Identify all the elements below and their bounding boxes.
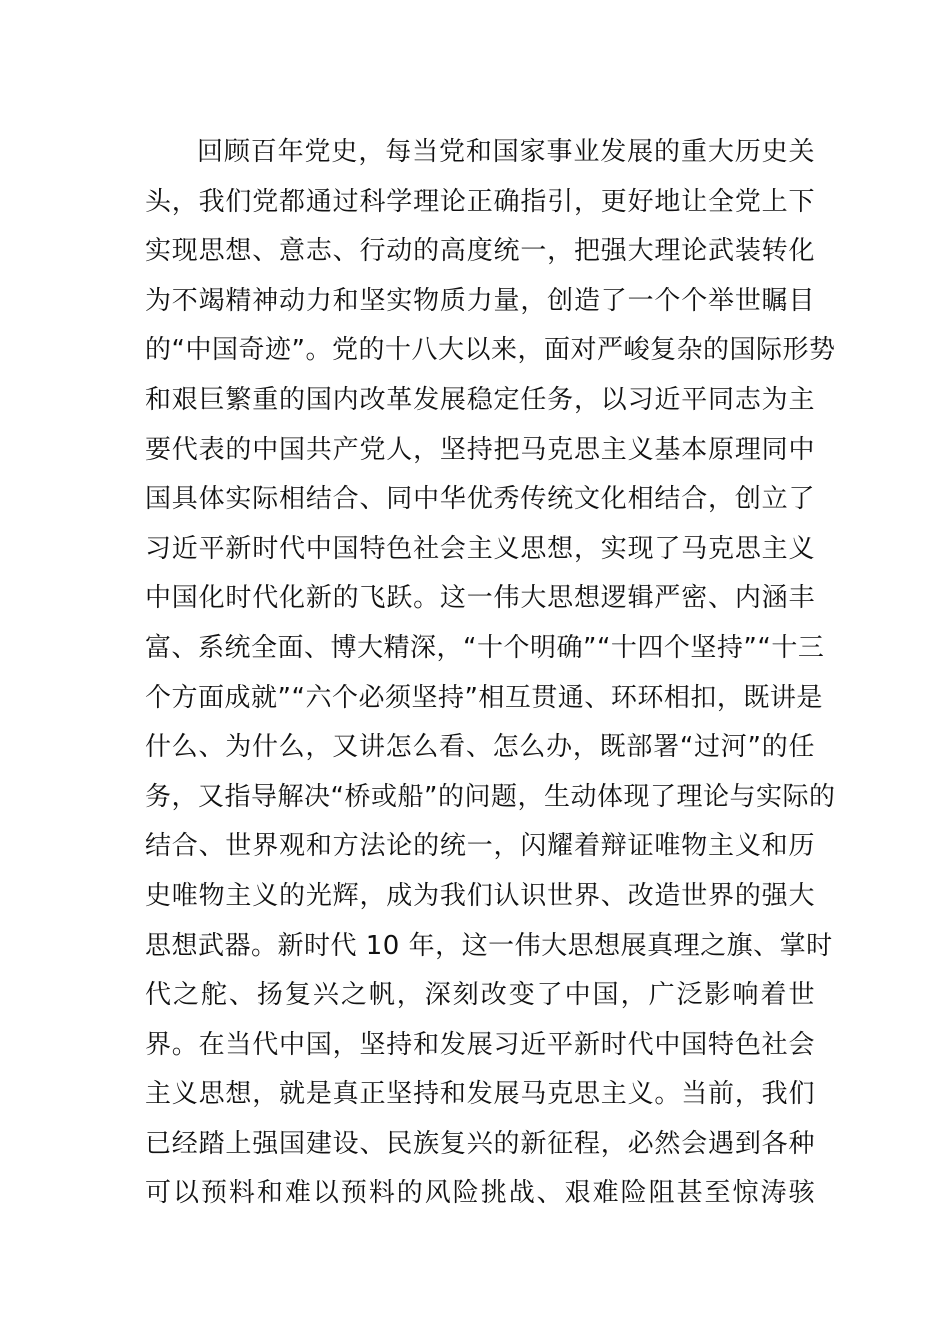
text-line: 习近平新时代中国特色社会主义思想，实现了马克思主义 [145,533,815,564]
text-line: 中国化时代化新的飞跃。这一伟大思想逻辑严密、内涵丰 [145,583,815,614]
text-line: 实现思想、意志、行动的高度统一，把强大理论武装转化 [145,236,815,267]
text-line: 国具体实际相结合、同中华优秀传统文化相结合，创立了 [145,484,815,515]
text-line: 回顾百年党史，每当党和国家事业发展的重大历史关 [197,137,815,167]
text-line: 个方面成就”“六个必须坚持”相互贯通、环环相扣，既讲是 [145,682,823,713]
text-line: 已经踏上强国建设、民族复兴的新征程，必然会遇到各种 [145,1128,815,1159]
text-line: 代之舵、扬复兴之帆，深刻改变了中国，广泛影响着世 [145,980,815,1011]
text-line: 和艰巨繁重的国内改革发展稳定任务，以习近平同志为主 [145,384,815,415]
text-line: 可以预料和难以预料的风险挑战、艰难险阻甚至惊涛骇 [145,1178,815,1209]
body-paragraph [145,128,836,1219]
text-line: 结合、世界观和方法论的统一，闪耀着辩证唯物主义和历 [145,831,815,862]
text-line: 富、系统全面、博大精深，“十个明确”“十四个坚持”“十三 [145,632,825,663]
text-line: 务，又指导解决“桥或船”的问题，生动体现了理论与实际的 [145,781,836,812]
text-line: 什么、为什么，又讲怎么看、怎么办，既部署“过河”的任 [145,732,815,763]
text-line: 史唯物主义的光辉，成为我们认识世界、改造世界的强大 [145,880,815,911]
text-line: 头，我们党都通过科学理论正确指引，更好地让全党上下 [145,186,815,217]
text-line: 要代表的中国共产党人，坚持把马克思主义基本原理同中 [145,434,815,465]
text-line: 主义思想，就是真正坚持和发展马克思主义。当前，我们 [145,1079,815,1110]
text-line: 的“中国奇迹”。党的十八大以来，面对严峻复杂的国际形势 [145,335,836,366]
text-line: 界。在当代中国，坚持和发展习近平新时代中国特色社会 [145,1029,815,1060]
text-line: 为不竭精神动力和坚实物质力量，创造了一个个举世瞩目 [145,285,815,316]
text-line: 思想武器。新时代 10 年，这一伟大思想展真理之旗、掌时 [145,930,833,961]
